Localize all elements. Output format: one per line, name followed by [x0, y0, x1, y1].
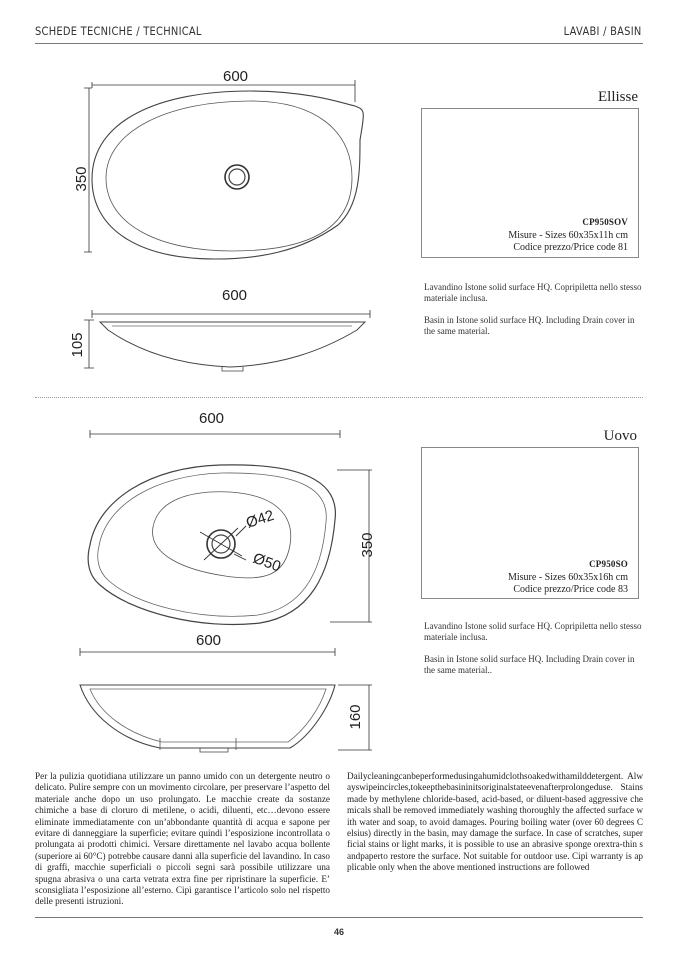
product-sizes: Misure - Sizes 60x35x11h cm [508, 229, 628, 241]
dim-uovo-side-width: 600 [196, 632, 222, 649]
description-english: Basin in Istone solid surface HQ. Including Drain cover in the same material.. [424, 654, 635, 675]
header-section-title: SCHEDE TECNICHE / TECHNICAL [35, 24, 202, 38]
uovo-side-view [80, 648, 372, 752]
dim-ellisse-side-width: 600 [222, 287, 248, 304]
dim-uovo-side-height: 160 [347, 704, 364, 730]
product-price-code: Codice prezzo/Price code 83 [513, 584, 628, 595]
description-italian: Lavandino Istone solid surface HQ. Copripiletta nello stesso materiale inclusa. [424, 621, 642, 642]
uovo-top-view [88, 430, 372, 625]
product-spec-uovo [508, 558, 628, 597]
product-sizes: Misure - Sizes 60x35x16h cm [508, 571, 628, 583]
dim-uovo-top-width: 600 [199, 410, 225, 427]
dim-ellisse-side-height: 105 [69, 332, 86, 358]
care-instructions-english: Dailycleaningcanbeperformedusingahumidclothsoakedwithamilddetergent. Alwayswipeincircles,tokeepthebasininitsoriginalstateevenafterprolongeduse. Stains made by methylene chloride-based, acid-based, or diluent-based aggressive chemicals shall be removed immediately washing thoroughly the affected surface with water and soap, to avoid damages. Pouring boiling water (over 60 degrees Celsius) directly in the basin, may damage the surface. In case of scratches, superficial stains or light marks, it is possible to use an abrasive sponge orextra-thin sandpaperto restore the surface. Not suitable for outdoor use. Cipì warranty is applicable only when the above mentioned instructions are followed [347, 771, 643, 873]
product-card-uovo [421, 447, 639, 599]
product-spec-ellisse [508, 216, 628, 255]
dim-uovo-drain-inner: Ø42 [243, 506, 277, 532]
description-italian: Lavandino Istone solid surface HQ. Copripiletta nello stesso materiale inclusa. [424, 282, 642, 303]
footer-rule [35, 917, 643, 918]
product-code: CP950SOV [582, 217, 628, 227]
section-divider [35, 397, 643, 398]
header-category: LAVABI / BASIN [564, 24, 642, 38]
product-card-ellisse [421, 108, 639, 258]
dim-ellisse-top-width: 600 [223, 68, 249, 85]
product-code: CP950SO [589, 559, 628, 569]
dim-ellisse-top-depth: 350 [73, 166, 90, 192]
ellisse-top-view [84, 80, 363, 259]
ellisse-side-view [84, 310, 370, 371]
product-description-ellisse [424, 282, 644, 348]
dim-uovo-top-depth: 350 [359, 532, 376, 558]
product-price-code: Codice prezzo/Price code 81 [513, 242, 628, 253]
page-number: 46 [333, 927, 344, 937]
dim-uovo-drain-outer: Ø50 [250, 549, 284, 576]
product-description-uovo [424, 621, 644, 687]
care-instructions-italian: Per la pulizia quotidiana utilizzare un panno umido con un detergente neutro o delicato. Pulire sempre con un movimento circolare, per preservare l’aspetto del materiale anche dopo un uso prolungato. Le macchie create da sostanze chimiche a base di cloruro di metilene, o acidi, diluenti, etc…devono essere eliminate immediatamente con un’abbondante quantità di acqua e sapone per evitare di danneggiare la superficie; evitare quindi l’esposizione incontrollata o prolungata ai prodotti chimici. Versare direttamente nel lavabo acqua bollente (superiore ai 60°C) potrebbe causare danni alla superficie del lavandino. In caso di graffi, macchie superficiali o piccoli segni sarà possibile utilizzare una spugna abrasiva o una carta vetrata extra fine per ripristinare la superficie. E’ sconsigliata l’esposizione all’esterno. Cipì garantisce l’articolo solo nel rispetto delle presenti istruzioni. [35, 771, 330, 907]
description-english: Basin in Istone solid surface HQ. Including Drain cover in the same material. [424, 315, 635, 336]
product-name-uovo: Uovo [603, 428, 637, 444]
product-name-ellisse: Ellisse [598, 89, 638, 105]
